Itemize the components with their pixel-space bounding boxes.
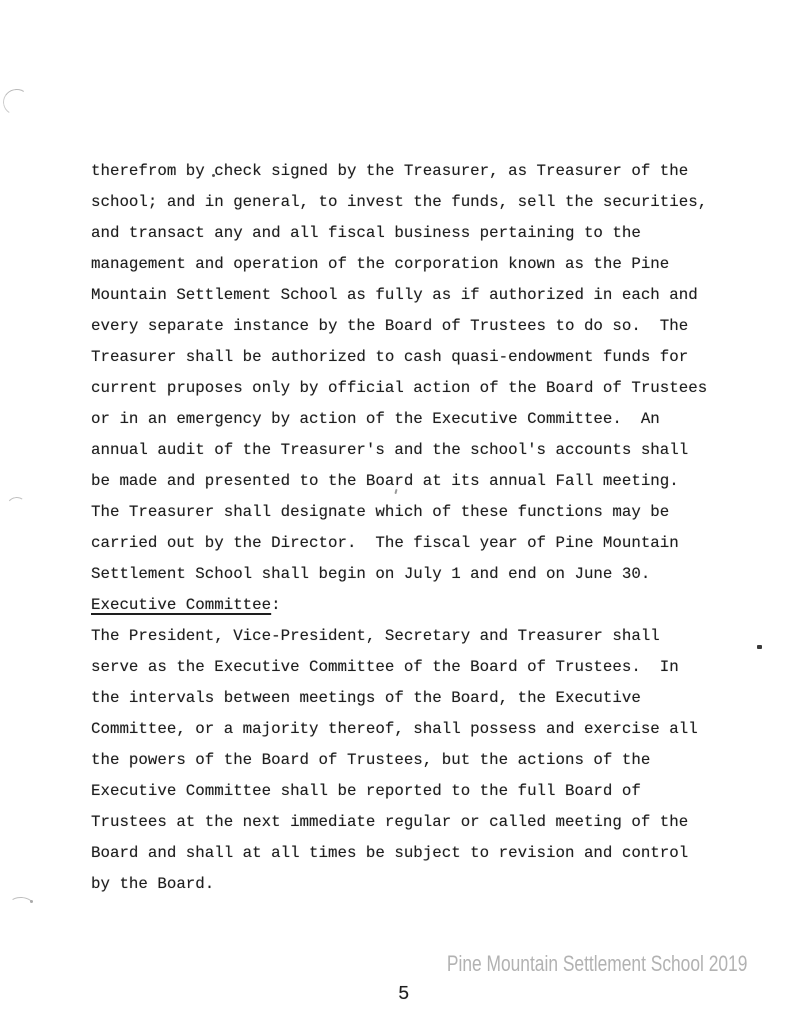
text-line: The President, Vice-President, Secretary and Treasurer shall: [91, 627, 660, 645]
text-line: therefrom by check signed by the Treasurer, as Treasurer of the: [91, 162, 689, 180]
section-heading-text: Executive Committee: [91, 596, 272, 614]
text-line: every separate instance by the Board of Trustees to do so. The: [91, 317, 689, 335]
text-line: Committee, or a majority thereof, shall possess and exercise all: [91, 720, 698, 738]
text-line: Settlement School shall begin on July 1 and end on June 30.: [91, 565, 651, 583]
text-line: The Treasurer shall designate which of these functions may be: [91, 503, 670, 521]
document-body: [91, 156, 741, 900]
text-line: annual audit of the Treasurer's and the school's accounts shall: [91, 441, 689, 459]
paragraph-executive-committee: [91, 621, 741, 900]
text-line: and transact any and all fiscal business pertaining to the: [91, 224, 641, 242]
text-line: current pruposes only by official action of the Board of Trustees: [91, 379, 708, 397]
hole-punch-mark-top: [1, 86, 33, 117]
text-line: Trustees at the next immediate regular or called meeting of the: [91, 813, 689, 831]
scan-speck: [757, 645, 762, 649]
paragraph-treasurer-duties: [91, 156, 741, 590]
text-line: management and operation of the corporation known as the Pine: [91, 255, 670, 273]
text-line: Treasurer shall be authorized to cash quasi-endowment funds for: [91, 348, 689, 366]
text-line: Mountain Settlement School as fully as if authorized in each and: [91, 286, 698, 304]
text-line: by the Board.: [91, 875, 215, 893]
page-number: 5: [398, 983, 410, 1005]
archive-watermark: Pine Mountain Settlement School 2019: [446, 951, 747, 976]
text-line: school; and in general, to invest the funds, sell the securities,: [91, 193, 708, 211]
hole-punch-mark-bottom: [8, 896, 34, 914]
text-line: Executive Committee shall be reported to the full Board of: [91, 782, 641, 800]
scan-speck: [30, 900, 33, 903]
section-heading-executive-committee: [91, 590, 741, 621]
text-line: be made and presented to the Board at its annual Fall meeting.: [91, 472, 679, 490]
section-heading-colon: :: [271, 596, 281, 614]
text-line: serve as the Executive Committee of the Board of Trustees. In: [91, 658, 679, 676]
text-line: Board and shall at all times be subject to revision and control: [91, 844, 689, 862]
text-line: the intervals between meetings of the Board, the Executive: [91, 689, 641, 707]
hole-punch-mark-middle: [6, 496, 27, 515]
text-line: the powers of the Board of Trustees, but the actions of the: [91, 751, 651, 769]
text-line: carried out by the Director. The fiscal year of Pine Mountain: [91, 534, 679, 552]
text-line: or in an emergency by action of the Executive Committee. An: [91, 410, 660, 428]
